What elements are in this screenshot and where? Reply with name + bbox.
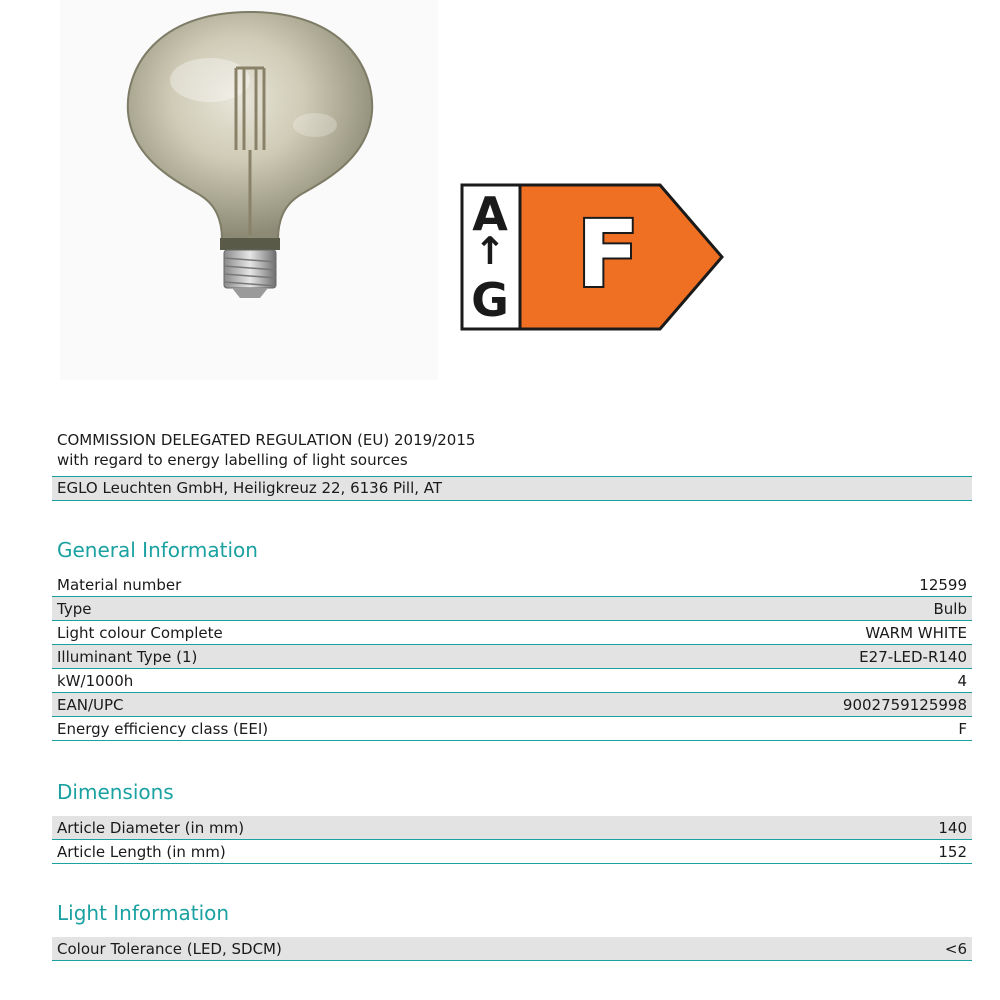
section-title-dimensions: Dimensions [57,780,174,804]
section-title-general: General Information [57,538,258,562]
row-label: Light colour Complete [57,623,223,642]
table-row [52,669,972,693]
row-value: WARM WHITE [865,623,967,642]
table-row [52,573,972,597]
manufacturer-row [52,477,972,500]
row-label: EAN/UPC [57,695,124,714]
regulation-line-2: with regard to energy labelling of light sources [57,451,408,469]
row-value: 9002759125998 [842,695,967,714]
energy-class-letter: F [576,201,640,308]
row-label: Type [57,599,92,618]
row-label: Energy efficiency class (EEI) [57,719,269,738]
row-value: E27-LED-R140 [859,647,967,666]
energy-label [460,183,726,331]
row-label: kW/1000h [57,671,134,690]
section-title-light: Light Information [57,901,230,925]
table-row [52,717,972,741]
table-row [52,693,972,717]
energy-scale-top: A [472,187,508,241]
divider [52,500,972,501]
led-filament-bulb-icon [60,0,438,380]
table-row [52,840,972,864]
row-value: 4 [957,671,967,690]
table-row [52,645,972,669]
regulation-line-1: COMMISSION DELEGATED REGULATION (EU) 2019/2015 [57,431,476,449]
energy-scale-arrow-icon: ↑ [474,229,506,273]
manufacturer-address: EGLO Leuchten GmbH, Heiligkreuz 22, 6136 Pill, AT [57,479,443,497]
row-value: 140 [938,818,967,837]
energy-scale-bottom: G [471,273,509,327]
row-value: 152 [938,842,967,861]
row-label: Material number [57,575,182,594]
row-value: F [958,719,967,738]
table-row [52,621,972,645]
row-label: Colour Tolerance (LED, SDCM) [57,939,282,958]
row-label: Article Diameter (in mm) [57,818,245,837]
table-row [52,597,972,621]
row-value: <6 [944,939,967,958]
general-info-table [52,573,972,741]
table-row [52,937,972,961]
table-row [52,816,972,840]
row-value: Bulb [933,599,967,618]
regulation-text [57,430,475,470]
dimensions-table [52,816,972,864]
product-image [60,0,438,380]
row-label: Article Length (in mm) [57,842,226,861]
row-label: Illuminant Type (1) [57,647,198,666]
light-info-table [52,937,972,961]
row-value: 12599 [919,575,967,594]
